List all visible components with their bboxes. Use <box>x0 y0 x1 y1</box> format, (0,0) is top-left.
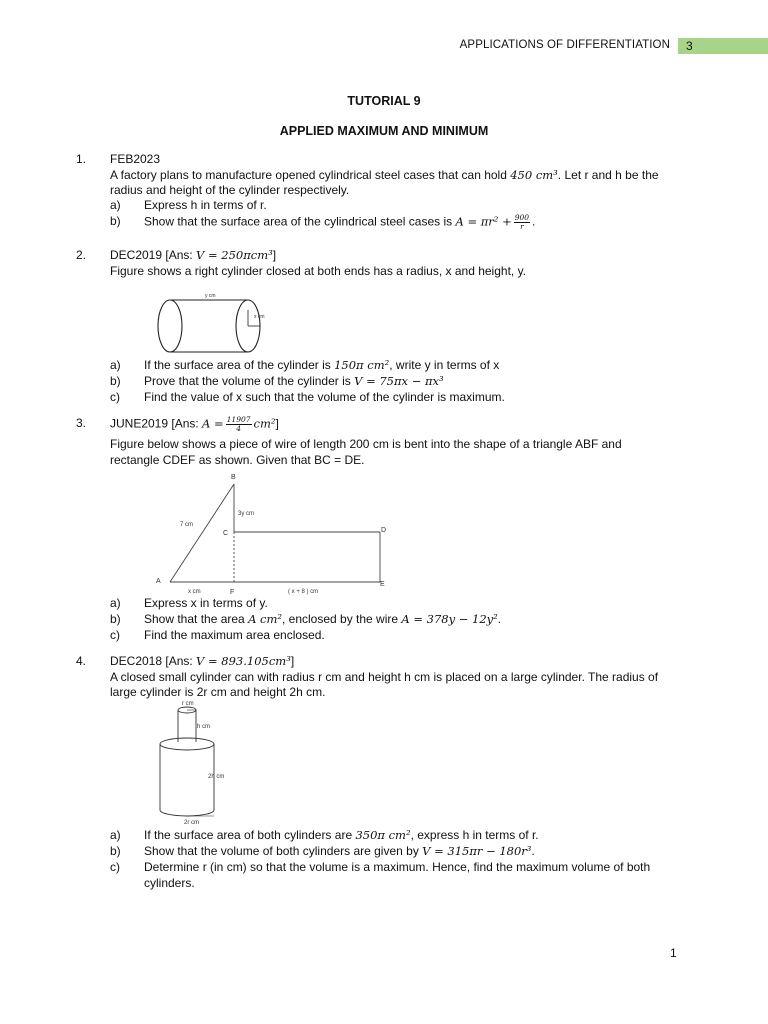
svg-text:D: D <box>381 527 387 534</box>
question-tag: JUNE2019 [Ans: A = $\frac{11907}{4}$ cm²] <box>110 415 279 433</box>
label-x: x cm <box>254 314 265 320</box>
header-title: APPLICATIONS OF DIFFERENTIATION <box>459 39 670 51</box>
svg-text:h cm: h cm <box>197 724 211 730</box>
tutorial-title: TUTORIAL 9 <box>347 94 421 108</box>
chapter-badge <box>678 38 768 54</box>
question-stem: A factory plans to manufacture opened cylindrical steel cases that can hold 450 cm³. Let r and h be the <box>110 167 659 182</box>
chapter-number: 3 <box>686 39 693 53</box>
svg-text:3y cm: 3y cm <box>238 511 255 517</box>
svg-text:2r cm: 2r cm <box>184 820 199 826</box>
question-stem-cont: large cylinder is 2r cm and height 2h cm. <box>110 685 326 699</box>
svg-text:( x + 8 ) cm: ( x + 8 ) cm <box>288 589 319 595</box>
svg-text:A: A <box>156 578 161 585</box>
question-number: 1. <box>76 152 87 166</box>
svg-text:x cm: x cm <box>188 589 201 595</box>
label-y: y cm <box>205 293 216 299</box>
question-stem-cont: radius and height of the cylinder respectively. <box>110 183 350 197</box>
section-title: APPLIED MAXIMUM AND MINIMUM <box>279 124 489 138</box>
fraction: $\frac{900}{r}$ <box>514 213 530 231</box>
svg-text:2h cm: 2h cm <box>208 774 225 780</box>
question-number: 3. <box>76 416 87 430</box>
question-stem: Figure shows a right cylinder closed at both ends has a radius, x and height, y. <box>110 263 527 278</box>
stacked-cylinders-figure <box>150 700 250 828</box>
page-header <box>0 38 768 54</box>
svg-text:7 cm: 7 cm <box>180 522 194 528</box>
question-tag: FEB2023 <box>110 152 161 166</box>
svg-text:F: F <box>230 589 235 596</box>
cylinder-figure <box>150 290 280 356</box>
question-stem: A closed small cylinder can with radius r cm and height h cm is placed on a large cylinder. The radius of <box>110 669 659 684</box>
question-number: 4. <box>76 654 87 668</box>
question-tag: DEC2018 [Ans: V = 893.105cm³] <box>110 654 295 668</box>
question-number: 2. <box>76 248 87 262</box>
question-stem: Figure below shows a piece of wire of length 200 cm is bent into the shape of a triangle ABF and <box>110 437 622 451</box>
svg-text:B: B <box>231 474 236 481</box>
triangle-rectangle-figure <box>150 470 400 598</box>
svg-text:E: E <box>380 581 385 588</box>
question-tag: DEC2019 [Ans: V = 250πcm³] <box>110 248 277 262</box>
svg-text:r cm: r cm <box>182 701 194 707</box>
page-number: 1 <box>670 946 677 960</box>
question-stem-cont: rectangle CDEF as shown. Given that BC = DE. <box>110 452 365 467</box>
svg-text:C: C <box>223 530 229 537</box>
